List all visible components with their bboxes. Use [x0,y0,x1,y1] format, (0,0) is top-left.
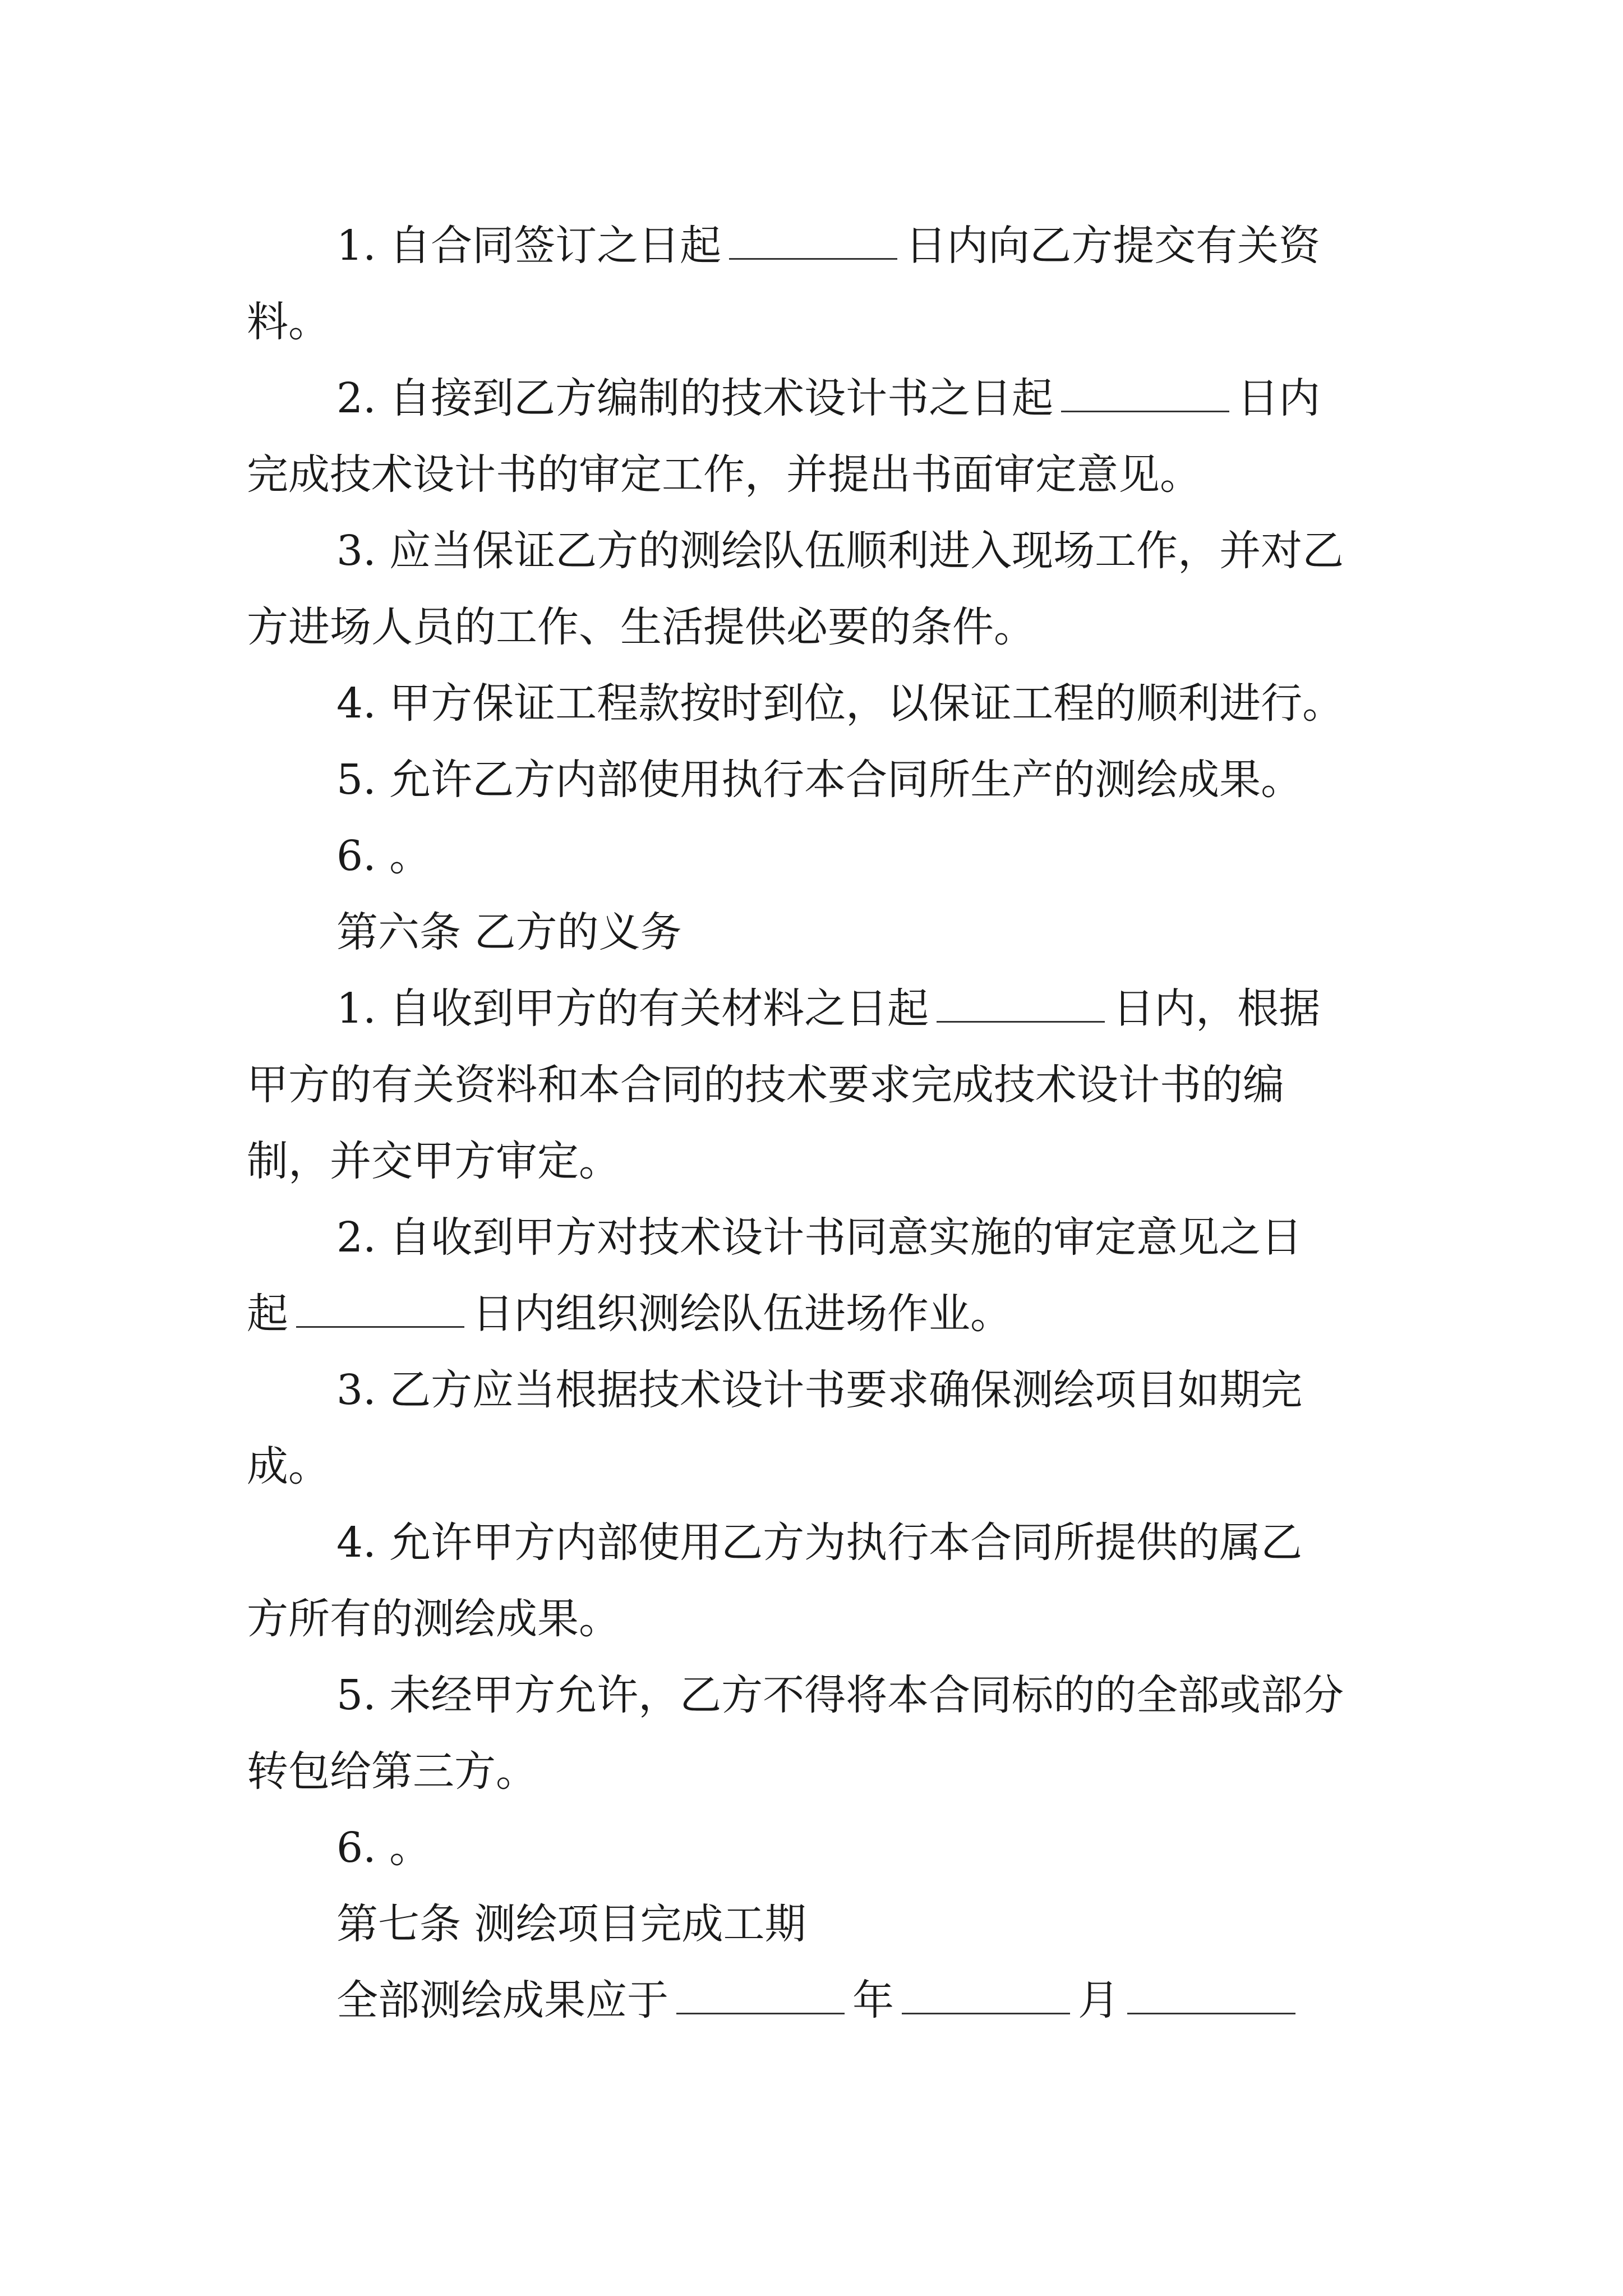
article-7-line [247,1962,1380,2039]
party-b-item-1-cont2: 制，并交甲方审定。 [247,1137,620,1185]
text: 日内组织测绘队伍进场作业。 [472,1290,1012,1338]
party-b-item-1-cont: 甲方的有关资料和本合同的技术要求完成技术设计书的编 [247,1061,1284,1109]
party-b-item-2-cont [247,1276,1380,1352]
blank-field [1127,1975,1295,2014]
text: 1. 自收到甲方的有关材料之日起 [336,984,929,1033]
party-a-item-4: 4. 甲方保证工程款按时到位，以保证工程的顺利进行。 [336,679,1344,728]
party-b-item-5: 5. 未经甲方允许，乙方不得将本合同标的的全部或部分 [336,1671,1344,1719]
party-b-item-3: 3. 乙方应当根据技术设计书要求确保测绘项目如期完 [336,1366,1303,1414]
text: 年 [852,1976,894,2024]
blank-field [1061,373,1229,412]
text: 起 [247,1290,288,1338]
party-b-item-3-cont: 成。 [247,1442,330,1490]
party-a-item-6: 6. 。 [336,832,431,880]
blank-field [676,1975,845,2014]
text: 日内，根据 [1113,984,1321,1033]
article-6-title: 第六条 乙方的义务 [336,908,682,956]
party-b-item-4: 4. 允许甲方内部使用乙方为执行本合同所提供的属乙 [336,1519,1303,1567]
party-b-item-2: 2. 自收到甲方对技术设计书同意实施的审定意见之日 [336,1213,1303,1262]
blank-field [937,983,1105,1023]
document-body [247,208,1380,2039]
text: 日内向乙方提交有关资 [905,222,1321,270]
text: 全部测绘成果应于 [336,1976,668,2024]
text: 月 [1078,1976,1119,2024]
party-b-item-5-cont: 转包给第三方。 [247,1747,537,1796]
blank-field [902,1975,1070,2014]
party-b-item-1 [247,970,1380,1047]
blank-field [296,1289,464,1328]
text: 1. 自合同签订之日起 [336,222,722,270]
party-a-item-2-cont: 完成技术设计书的审定工作，并提出书面审定意见。 [247,450,1201,499]
text: 2. 自接到乙方编制的技术设计书之日起 [336,374,1054,422]
party-a-item-1-cont: 料。 [247,298,330,346]
party-a-item-3-cont: 方进场人员的工作、生活提供必要的条件。 [247,603,1035,651]
blank-field [729,220,897,260]
party-a-item-3: 3. 应当保证乙方的测绘队伍顺利进入现场工作，并对乙 [336,527,1344,575]
article-7-title: 第七条 测绘项目完成工期 [336,1900,806,1948]
text: 日内 [1237,374,1321,422]
party-a-item-5: 5. 允许乙方内部使用执行本合同所生产的测绘成果。 [336,756,1303,804]
party-a-item-2 [247,360,1380,436]
party-b-item-4-cont: 方所有的测绘成果。 [247,1595,620,1643]
party-b-item-6: 6. 。 [336,1824,431,1872]
party-a-item-1 [247,208,1380,284]
